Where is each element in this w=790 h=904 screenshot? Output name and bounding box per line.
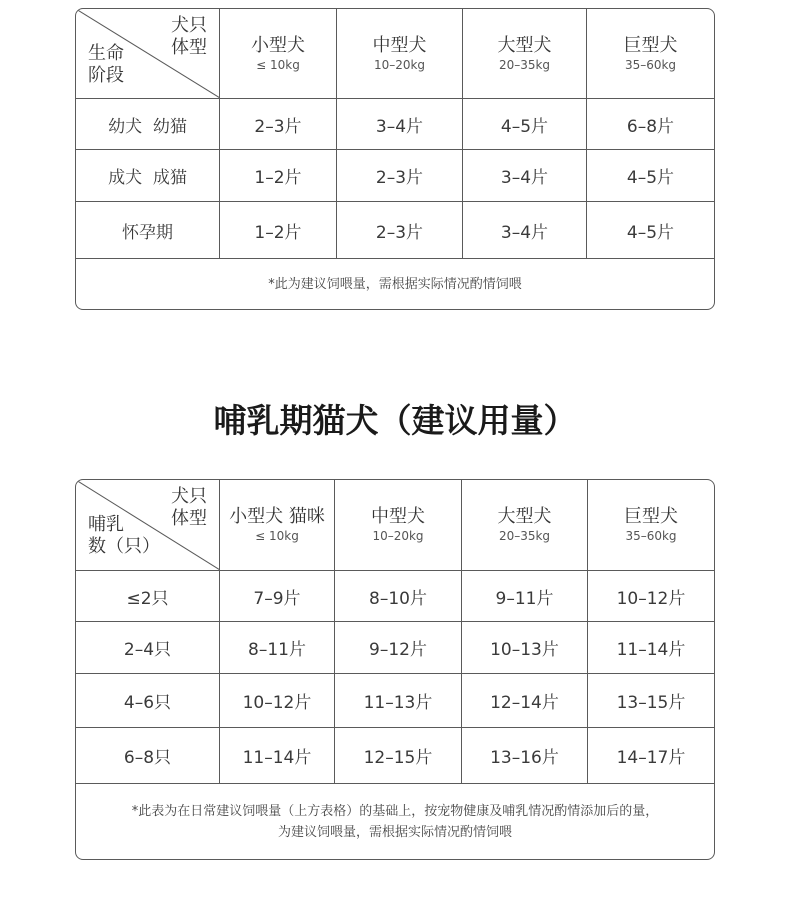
note-text: *此为建议饲喂量，需根据实际情况酌情饲喂 [268, 276, 522, 292]
corner-column-label: 犬只 体型 [171, 15, 207, 58]
table-cell: 12–15片 [335, 728, 462, 783]
row-label: 4–6只 [76, 674, 220, 727]
table-cell: 8–10片 [335, 571, 462, 621]
row-label: 6–8只 [76, 728, 220, 783]
table-cell: 6–8片 [626, 116, 675, 137]
table-cell: 13–16片 [462, 728, 588, 783]
note-text-line: 为建议饲喂量，需根据实际情况酌情饲喂 [277, 824, 512, 840]
table-row [76, 674, 714, 728]
row-label: 怀孕期 [76, 202, 220, 258]
dosage-table-nursing [75, 479, 715, 860]
table-row [76, 571, 714, 622]
table-cell: 7–9片 [220, 571, 335, 621]
table-cell: 13–15片 [616, 693, 686, 713]
table-cell: 9–12片 [335, 622, 462, 673]
table-cell: 1–2片 [220, 202, 337, 258]
table-cell: 14–17片 [616, 748, 686, 768]
table-header-row [76, 480, 714, 571]
table-cell: 4–5片 [626, 222, 675, 243]
table-cell: 4–5片 [463, 99, 587, 149]
header-corner-cell [76, 480, 220, 570]
row-label: 2–4只 [76, 622, 220, 673]
column-header: 大型犬 20–35kg [463, 9, 587, 98]
table-cell: 4–5片 [626, 168, 675, 188]
table-cell: 12–14片 [462, 674, 588, 727]
table-cell: 10–12片 [616, 588, 686, 609]
column-header: 小型犬 ≤ 10kg [220, 9, 337, 98]
table-cell: 2–3片 [337, 150, 463, 201]
table-row [76, 202, 714, 259]
row-label: ≤2只 [76, 571, 220, 621]
table-cell: 11–14片 [616, 640, 686, 660]
table-cell: 1–2片 [220, 150, 337, 201]
table-cell: 11–14片 [220, 728, 335, 783]
table-cell: 9–11片 [462, 571, 588, 621]
table-cell: 10–12片 [220, 674, 335, 727]
table-note [76, 784, 714, 859]
note-text-line: *此表为在日常建议饲喂量（上方表格）的基础上，按宠物健康及哺乳情况酌情添加后的量， [131, 803, 659, 819]
column-header: 中型犬 10–20kg [335, 480, 462, 570]
table-cell: 10–13片 [462, 622, 588, 673]
table-note [76, 259, 714, 309]
column-header: 小型犬 猫咪 ≤ 10kg [220, 480, 335, 570]
table-cell: 8–11片 [220, 622, 335, 673]
row-label: 幼犬 幼猫 [76, 99, 220, 149]
corner-row-label: 哺乳 数（只） [88, 514, 160, 557]
table-header-row [76, 9, 714, 99]
row-label: 成犬 成猫 [76, 150, 220, 201]
page-title: 哺乳期猫犬（建议用量） [213, 401, 577, 440]
table-cell: 3–4片 [463, 150, 587, 201]
corner-column-label: 犬只 体型 [171, 486, 207, 529]
column-header: 巨型犬 35–60kg [624, 506, 678, 543]
column-header: 大型犬 20–35kg [462, 480, 588, 570]
table-row [76, 150, 714, 202]
column-header: 巨型犬 35–60kg [623, 34, 678, 72]
table-cell: 2–3片 [220, 99, 337, 149]
table-cell: 11–13片 [335, 674, 462, 727]
dosage-table-daily [75, 8, 715, 310]
table-row [76, 728, 714, 784]
table-row [76, 622, 714, 674]
header-corner-cell [76, 9, 220, 98]
corner-row-label: 生命 阶段 [88, 43, 124, 86]
table-cell: 2–3片 [337, 202, 463, 258]
table-cell: 3–4片 [337, 99, 463, 149]
table-row [76, 99, 714, 150]
table-cell: 3–4片 [463, 202, 587, 258]
column-header: 中型犬 10–20kg [337, 9, 463, 98]
